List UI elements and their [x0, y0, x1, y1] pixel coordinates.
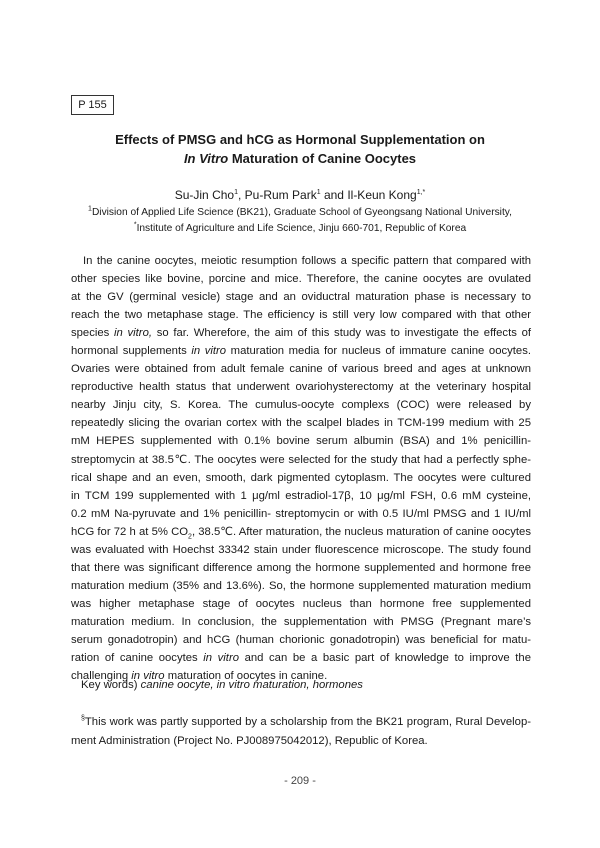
abstract-line: maturation medium. In conclusion, the supplementation with PMSG (Pregnant mare’s	[71, 615, 531, 628]
italic-run: in vitro	[191, 345, 227, 358]
affiliation-2-text: Institute of Agriculture and Life Science, Jinju 660-701, Republic of Korea	[136, 223, 467, 234]
abstract-line	[71, 649, 531, 667]
keywords-value: canine oocyte, in vitro maturation, hormones	[140, 679, 363, 691]
text-run: challenging	[71, 670, 132, 683]
abstract-line: maturation medium (35% and 13.6%). So, the hormone supplemented maturation medium	[71, 579, 531, 592]
abstract-line: mM HEPES supplemented with 0.1% bovine serum albumin (BSA) and 1% penicillin-	[71, 435, 531, 448]
text-run: hCG for 72 h at 5% CO	[71, 525, 189, 538]
author-3: Il-Keun Kong	[347, 188, 417, 202]
author-1: Su-Jin Cho	[174, 188, 235, 202]
abstract-line: 0.2 mM Na-pyruvate and 1% penicillin- streptomycin or with 0.5 IU/ml PMSG and 1 IU/ml	[71, 507, 531, 520]
italic-run: in vitro	[203, 652, 239, 665]
abstract-line: Ovaries were obtained from adult female canine of various breed and ages at unknown	[71, 363, 531, 376]
author-2: Pu-Rum Park	[244, 188, 317, 202]
abstract-line: streptomycin at 38.5℃. The oocytes were selected for the study that had a perfectly sphe-	[71, 453, 531, 466]
abstract-line: other species like bovine, porcine and mice. Therefore, the canine oocytes are ovulated	[71, 273, 531, 286]
abstract-line: serum gonadotropin) and hCG (human chorionic gonadotropin) was beneficial for matu-	[71, 633, 531, 646]
abstract-number-badge: P 155	[71, 95, 114, 115]
italic-run: in vitro	[131, 670, 165, 683]
text-run: maturation media for nucleus of immature canine oocytes.	[226, 345, 531, 358]
author-list	[0, 187, 600, 203]
funding-footnote	[71, 713, 531, 751]
title-line-2	[0, 149, 600, 168]
abstract-line	[71, 324, 531, 342]
text-run: hormonal supplements	[71, 345, 192, 358]
author-2-sup: 1	[316, 189, 321, 196]
abstract-line: repeatedly slicing the ovarian cortex with the scalpel blades in TCM-199 medium with 25	[71, 417, 531, 430]
footnote-line	[71, 713, 531, 732]
title-italic: In Vitro	[183, 151, 229, 166]
author-sep-2: and	[320, 188, 348, 202]
abstract-line: that there was significant difference among the hormone supplemented and hormone free	[71, 561, 531, 574]
author-3-sup: 1,*	[416, 189, 426, 196]
affiliation-1-sup: 1	[88, 205, 92, 213]
title-line-1: Effects of PMSG and hCG as Hormonal Supplementation on	[115, 132, 485, 147]
footnote-line: ment Administration (Project No. PJ008975042012), Republic of Korea.	[71, 735, 428, 747]
abstract-line	[71, 523, 531, 541]
author-1-sup: 1	[234, 189, 238, 196]
abstract-line: nearby Jinju city, S. Korea. The cumulus-oocyte complexs (COC) were released by	[71, 399, 531, 412]
text-run: , 38.5℃. After maturation, the nucleus maturation of canine oocytes	[191, 525, 531, 538]
paper-title	[0, 130, 600, 168]
italic-run: in vitro,	[114, 327, 152, 340]
abstract-line: In the canine oocytes, meiotic resumption follows a specific pattern that compared with	[83, 255, 531, 267]
text-run: This work was partly supported by a scholarship from the BK21 program, Rural Develop-	[84, 716, 531, 728]
abstract-line: in TCM 199 supplemented with 1 μg/ml estradiol-17β, 10 μg/ml FSH, 0.6 mM cysteine,	[71, 489, 531, 502]
keywords	[81, 679, 363, 691]
abstract-line: rical shape and an even, smooth, dark pigmented cytoplasm. The oocytes were cultured	[71, 471, 531, 484]
abstract-body	[71, 252, 531, 685]
footnote-mark: §	[81, 715, 85, 723]
page-number: - 209 -	[284, 775, 316, 787]
subscript: 2	[188, 532, 192, 540]
text-run: so far. Wherefore, the aim of this study was to investigate the effects of	[152, 327, 531, 340]
abstract-line	[71, 342, 531, 360]
affiliation-2	[0, 221, 600, 236]
abstract-line: was evaluated with Hoechst 33342 stain under fluorescence microscope. The study found	[71, 543, 531, 556]
text-run: ration of canine oocytes	[71, 652, 204, 665]
abstract-line: reproductive health status that underwent ovariohysterectomy at the veterinary hospital	[71, 381, 531, 394]
keywords-label: Key words)	[81, 679, 141, 691]
text-run: species	[71, 327, 115, 340]
text-run: maturation of oocytes in canine.	[164, 670, 328, 683]
affiliation-1	[0, 205, 600, 220]
abstract-line: at the GV (germinal vesicle) stage and an oviductral maturation phase is necessary to	[71, 291, 531, 304]
author-sep-1: ,	[238, 188, 245, 202]
affiliation-1-text: Division of Applied Life Science (BK21), Graduate School of Gyeongsang National University,	[91, 207, 512, 218]
affiliation-2-sup: *	[133, 221, 137, 229]
abstract-line: reach the two metaphase stage. The efficiency is still very low compared with that other	[71, 309, 531, 322]
abstract-line: was higher metaphase stage of oocytes nucleus than hormone free supplemented	[71, 597, 531, 610]
title-rest: Maturation of Canine Oocytes	[228, 151, 417, 166]
text-run: and can be a basic part of knowledge to improve the	[239, 652, 531, 665]
